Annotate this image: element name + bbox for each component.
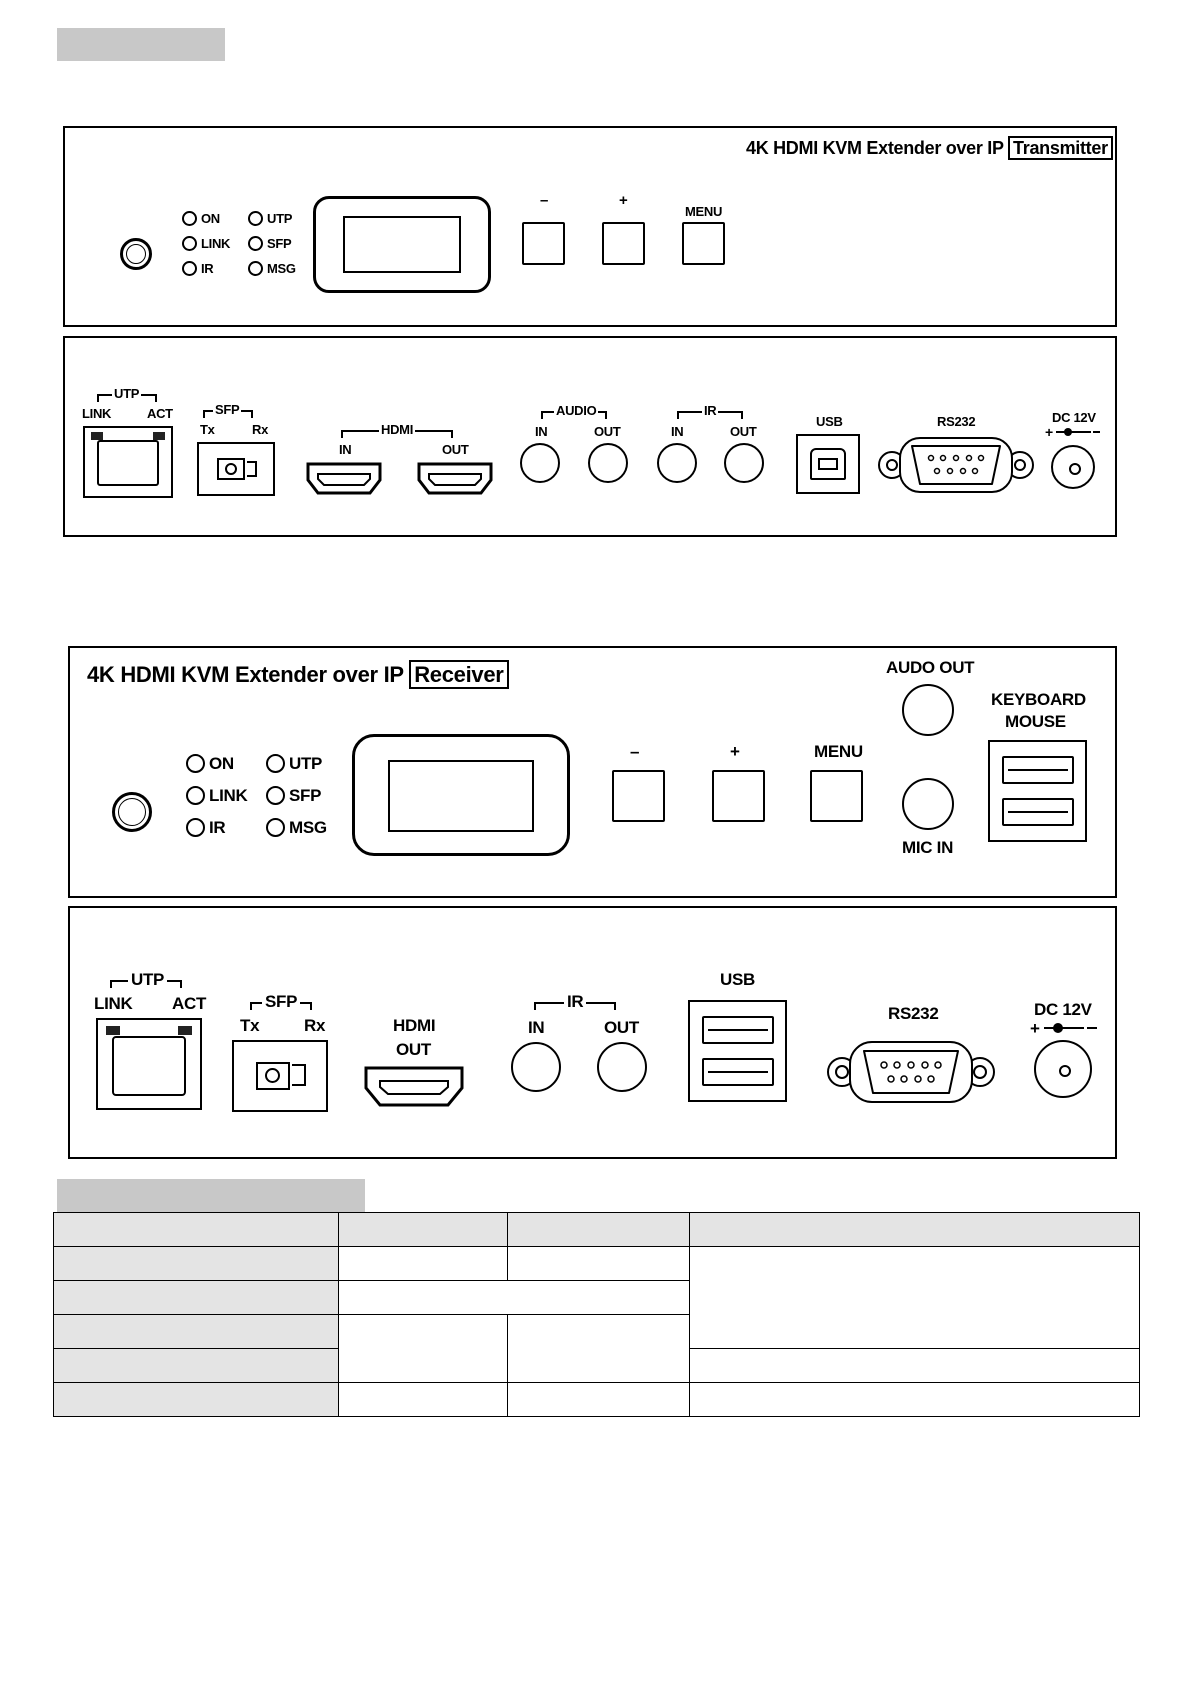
- transmitter-role-badge: Transmitter: [1008, 136, 1113, 160]
- audio-in-jack-icon: [520, 443, 560, 483]
- table-cell: [54, 1213, 339, 1247]
- plus-button[interactable]: [712, 770, 765, 822]
- sfp-label: SFP: [215, 402, 240, 417]
- table-cell: [508, 1383, 690, 1417]
- rj45-port-icon: [96, 1018, 202, 1110]
- sfp-tx-label: Tx: [240, 1016, 260, 1035]
- receiver-front-panel: [68, 646, 1117, 898]
- sfp-rx-label: Rx: [304, 1016, 326, 1035]
- hdmi-in-port-icon: [304, 460, 384, 498]
- table-cell: [339, 1383, 508, 1417]
- led-sfp-icon: [266, 786, 285, 805]
- utp-link-label: LINK: [94, 994, 133, 1013]
- mic-in-jack-icon: [902, 778, 954, 830]
- table-cell: [508, 1247, 690, 1281]
- led-utp-label: UTP: [289, 754, 323, 773]
- hdmi-label: HDMI: [381, 422, 414, 437]
- audio-label: AUDIO: [556, 403, 597, 418]
- menu-button-label: MENU: [685, 204, 723, 219]
- usb-label: USB: [816, 414, 843, 429]
- ir-in-label: IN: [528, 1018, 545, 1037]
- dc-label: DC 12V: [1052, 410, 1096, 425]
- audio-out-jack-icon: [902, 684, 954, 736]
- ir-eye-icon: [112, 792, 152, 832]
- ir-label: IR: [564, 992, 586, 1012]
- rs232-port-icon: [876, 432, 1036, 498]
- table-row: [54, 1383, 1140, 1417]
- led-ir-label: IR: [201, 261, 214, 276]
- receiver-title: 4K HDMI KVM Extender over IP Receiver: [87, 662, 509, 688]
- table-cell: [54, 1349, 339, 1383]
- table-cell: [690, 1383, 1140, 1417]
- lcd-screen: [388, 760, 534, 832]
- hdmi-out-port-icon: [362, 1064, 466, 1110]
- plus-button-label: +: [619, 192, 628, 209]
- hdmi-in-label: IN: [339, 442, 352, 457]
- minus-button[interactable]: [522, 222, 565, 265]
- usb-a-port-icon: [1002, 756, 1074, 784]
- ir-in-label: IN: [671, 424, 684, 439]
- led-link-icon: [182, 236, 197, 251]
- table-cell: [690, 1213, 1140, 1247]
- ir-eye-icon: [120, 238, 152, 270]
- led-utp-icon: [266, 754, 285, 773]
- table-cell: [339, 1281, 690, 1315]
- table-cell: [54, 1315, 339, 1349]
- ir-out-jack-icon: [724, 443, 764, 483]
- utp-label: UTP: [114, 386, 140, 401]
- minus-button[interactable]: [612, 770, 665, 822]
- usb-a-port-icon: [702, 1058, 774, 1086]
- audio-out-label: OUT: [594, 424, 621, 439]
- utp-label: UTP: [128, 970, 167, 990]
- minus-button-label: –: [630, 742, 640, 761]
- hdmi-out-label: OUT: [442, 442, 469, 457]
- usb-label: USB: [720, 970, 755, 989]
- ir-out-label: OUT: [730, 424, 757, 439]
- dc-power-jack-icon: [1051, 445, 1095, 489]
- sfp-port-icon: [232, 1040, 328, 1112]
- led-ir-label: IR: [209, 818, 226, 837]
- audio-in-label: IN: [535, 424, 548, 439]
- led-sfp-label: SFP: [267, 236, 292, 251]
- keyboard-label: KEYBOARD: [991, 690, 1086, 709]
- table-cell: [690, 1349, 1140, 1383]
- ir-out-jack-icon: [597, 1042, 647, 1092]
- led-link-label: LINK: [209, 786, 248, 805]
- led-sfp-label: SFP: [289, 786, 322, 805]
- rj45-port-icon: [83, 426, 173, 498]
- led-ir-icon: [186, 818, 205, 837]
- menu-button-label: MENU: [814, 742, 863, 761]
- transmitter-rear-panel: [63, 336, 1117, 537]
- ir-out-label: OUT: [604, 1018, 639, 1037]
- table-heading-bar: [57, 1179, 365, 1212]
- hdmi-out-label: OUT: [396, 1040, 431, 1059]
- usb-b-port-icon: [796, 434, 860, 494]
- sfp-label: SFP: [262, 992, 300, 1012]
- ir-label: IR: [704, 403, 717, 418]
- led-msg-label: MSG: [289, 818, 327, 837]
- table-cell: [690, 1247, 1140, 1349]
- table-cell: [508, 1213, 690, 1247]
- mic-in-label: MIC IN: [902, 838, 954, 857]
- table-cell: [339, 1213, 508, 1247]
- receiver-rear-panel: [68, 906, 1117, 1159]
- menu-button[interactable]: [810, 770, 863, 822]
- led-on-label: ON: [201, 211, 220, 226]
- led-ir-icon: [182, 261, 197, 276]
- utp-act-label: ACT: [172, 994, 207, 1013]
- plus-button-label: +: [730, 742, 740, 761]
- table-cell: [54, 1383, 339, 1417]
- mouse-label: MOUSE: [1005, 712, 1066, 731]
- audio-out-label: AUDO OUT: [886, 658, 975, 677]
- table-row: [54, 1247, 1140, 1281]
- dc-label: DC 12V: [1034, 1000, 1092, 1019]
- led-on-label: ON: [209, 754, 234, 773]
- svg-text:+: +: [1030, 1019, 1040, 1038]
- led-link-icon: [186, 786, 205, 805]
- audio-out-jack-icon: [588, 443, 628, 483]
- rs232-label: RS232: [937, 414, 976, 429]
- led-msg-label: MSG: [267, 261, 296, 276]
- led-on-icon: [182, 211, 197, 226]
- dc-polarity-icon: [1045, 424, 1101, 440]
- dc-power-jack-icon: [1034, 1040, 1092, 1098]
- section-heading-bar: [57, 28, 225, 61]
- led-utp-icon: [248, 211, 263, 226]
- rs232-label: RS232: [888, 1004, 939, 1023]
- led-on-icon: [186, 754, 205, 773]
- menu-button[interactable]: [682, 222, 725, 265]
- table-cell: [339, 1315, 508, 1383]
- led-msg-icon: [248, 261, 263, 276]
- usb-a-port-icon: [1002, 798, 1074, 826]
- minus-button-label: –: [540, 192, 549, 209]
- led-msg-icon: [266, 818, 285, 837]
- table-header-row: [54, 1213, 1140, 1247]
- transmitter-front-panel: [63, 126, 1117, 327]
- rs232-port-icon: [824, 1036, 998, 1108]
- ir-in-jack-icon: [657, 443, 697, 483]
- ir-in-jack-icon: [511, 1042, 561, 1092]
- utp-act-label: ACT: [147, 406, 173, 421]
- usb-a-ports: [688, 1000, 787, 1102]
- table-cell: [508, 1315, 690, 1383]
- utp-link-label: LINK: [82, 406, 112, 421]
- table-cell: [54, 1247, 339, 1281]
- led-link-label: LINK: [201, 236, 231, 251]
- sfp-tx-label: Tx: [200, 422, 215, 437]
- sfp-rx-label: Rx: [252, 422, 269, 437]
- keyboard-mouse-usb-ports: [988, 740, 1087, 842]
- receiver-role-badge: Receiver: [409, 660, 508, 689]
- table-cell: [339, 1247, 508, 1281]
- plus-button[interactable]: [602, 222, 645, 265]
- dc-polarity-icon: [1030, 1018, 1098, 1038]
- usb-a-port-icon: [702, 1016, 774, 1044]
- hdmi-out-port-icon: [415, 460, 495, 498]
- led-utp-label: UTP: [267, 211, 293, 226]
- hdmi-label: HDMI: [393, 1016, 436, 1035]
- led-sfp-icon: [248, 236, 263, 251]
- transmitter-title: 4K HDMI KVM Extender over IP Transmitter: [746, 138, 1113, 159]
- spec-table: [53, 1212, 1140, 1417]
- lcd-screen: [343, 216, 461, 273]
- table-cell: [54, 1281, 339, 1315]
- sfp-port-icon: [197, 442, 275, 496]
- svg-text:+: +: [1045, 424, 1054, 440]
